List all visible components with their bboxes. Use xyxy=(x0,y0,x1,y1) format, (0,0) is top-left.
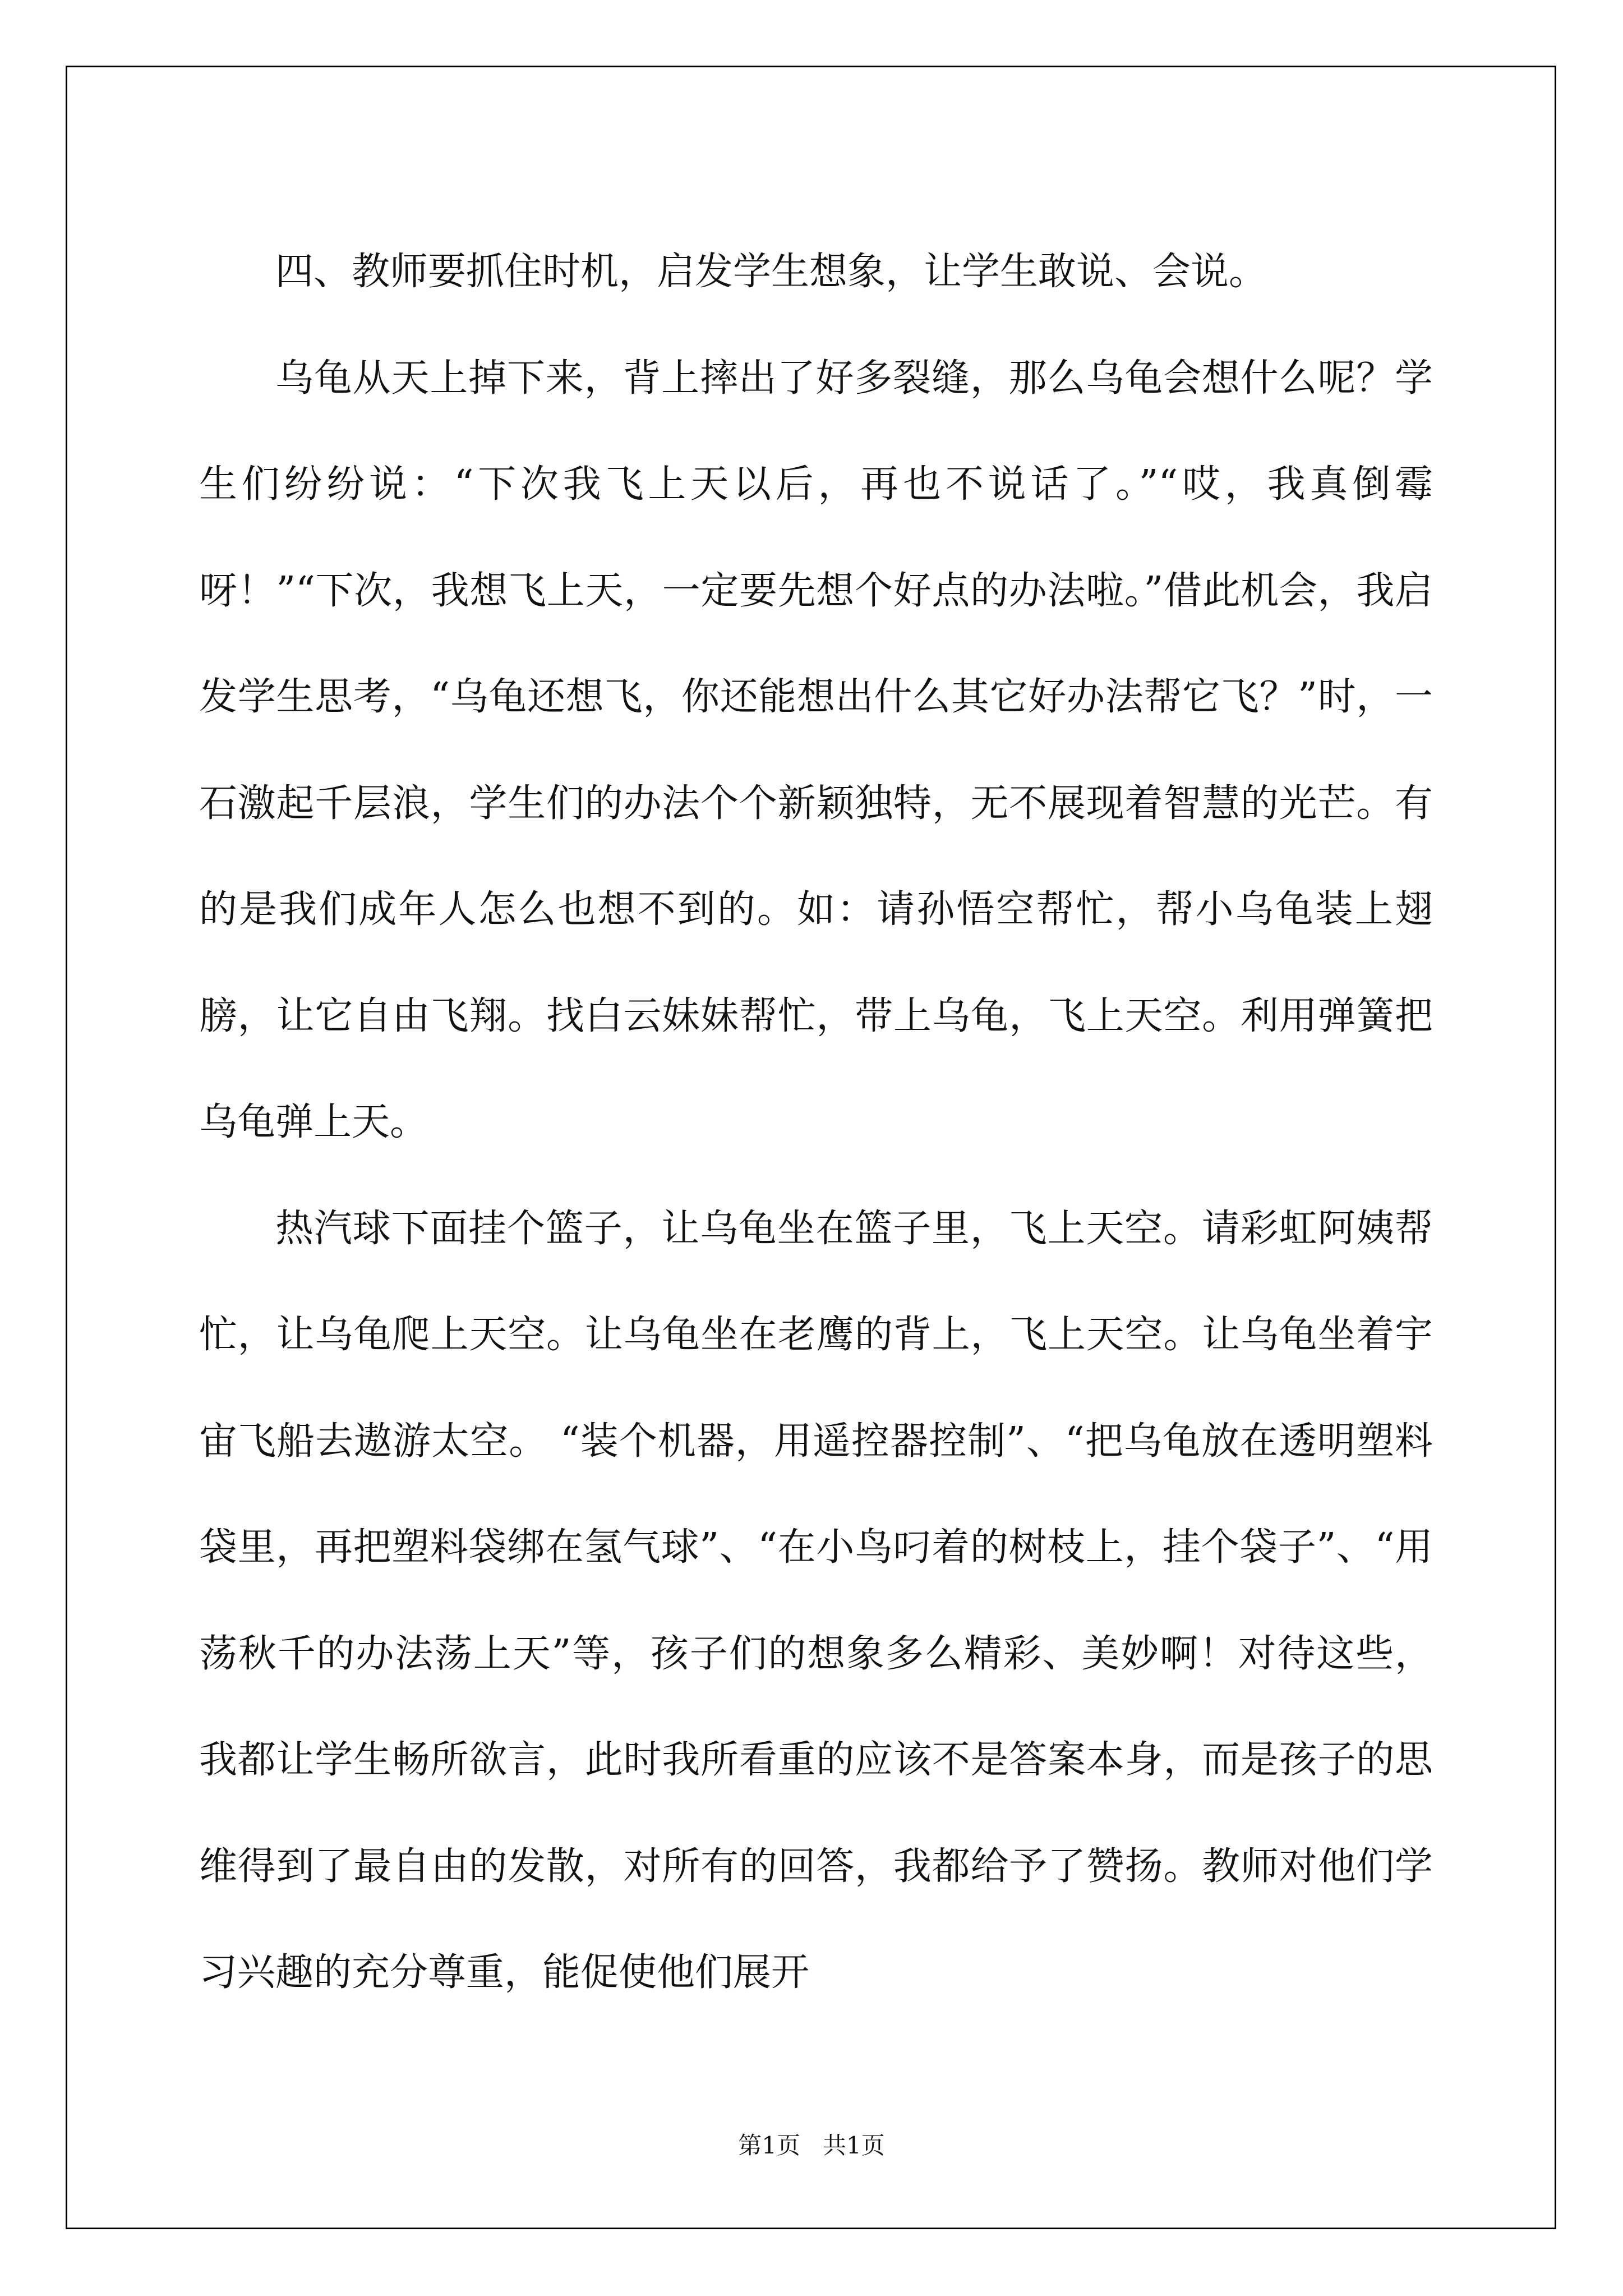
paragraph: 乌龟从天上掉下来，背上摔出了好多裂缝，那么乌龟会想什么呢？学生们纷纷说：“下次我飞上天以后，再也不说话了。”“哎，我真倒霉呀！”“下次，我想飞上天，一定要先想个好点的办法啦。”借此机会，我启发学生思考，“乌龟还想飞，你还能想出什么其它好办法帮它飞？”时，一石激起千层浪，学生们的办法个个新颖独特，无不展现着智慧的光芒。有的是我们成年人怎么也想不到的。如：请孙悟空帮忙，帮小乌龟装上翅膀，让它自由飞翔。找白云妹妹帮忙，带上乌龟，飞上天空。利用弹簧把乌龟弹上天。 xyxy=(199,356,1433,1144)
paragraph: 热汽球下面挂个篮子，让乌龟坐在篮子里，飞上天空。请彩虹阿姨帮忙，让乌龟爬上天空。让乌龟坐在老鹰的背上，飞上天空。让乌龟坐着宇宙飞船去遨游太空。 “装个机器，用遥控器控制”、“把乌龟放在透明塑料袋里，再把塑料袋绑在氢气球”、“在小鸟叼着的树枝上，挂个袋子”、“用荡秋千的办法荡上天”等，孩子们的想象多么精彩、美妙啊！对待这些，我都让学生畅所欲言，此时我所看重的应该不是答案本身，而是孩子的思维得到了最自由的发散，对所有的回答，我都给予了赞扬。教师对他们学习兴趣的充分尊重，能促使他们展开 xyxy=(199,1206,1433,1995)
document-body xyxy=(199,219,1433,2026)
page-number-footer: 第1页 共1页 xyxy=(738,2132,885,2159)
paragraph-heading: 四、教师要抓住时机，启发学生想象，让学生敢说、会说。 xyxy=(275,250,1267,294)
